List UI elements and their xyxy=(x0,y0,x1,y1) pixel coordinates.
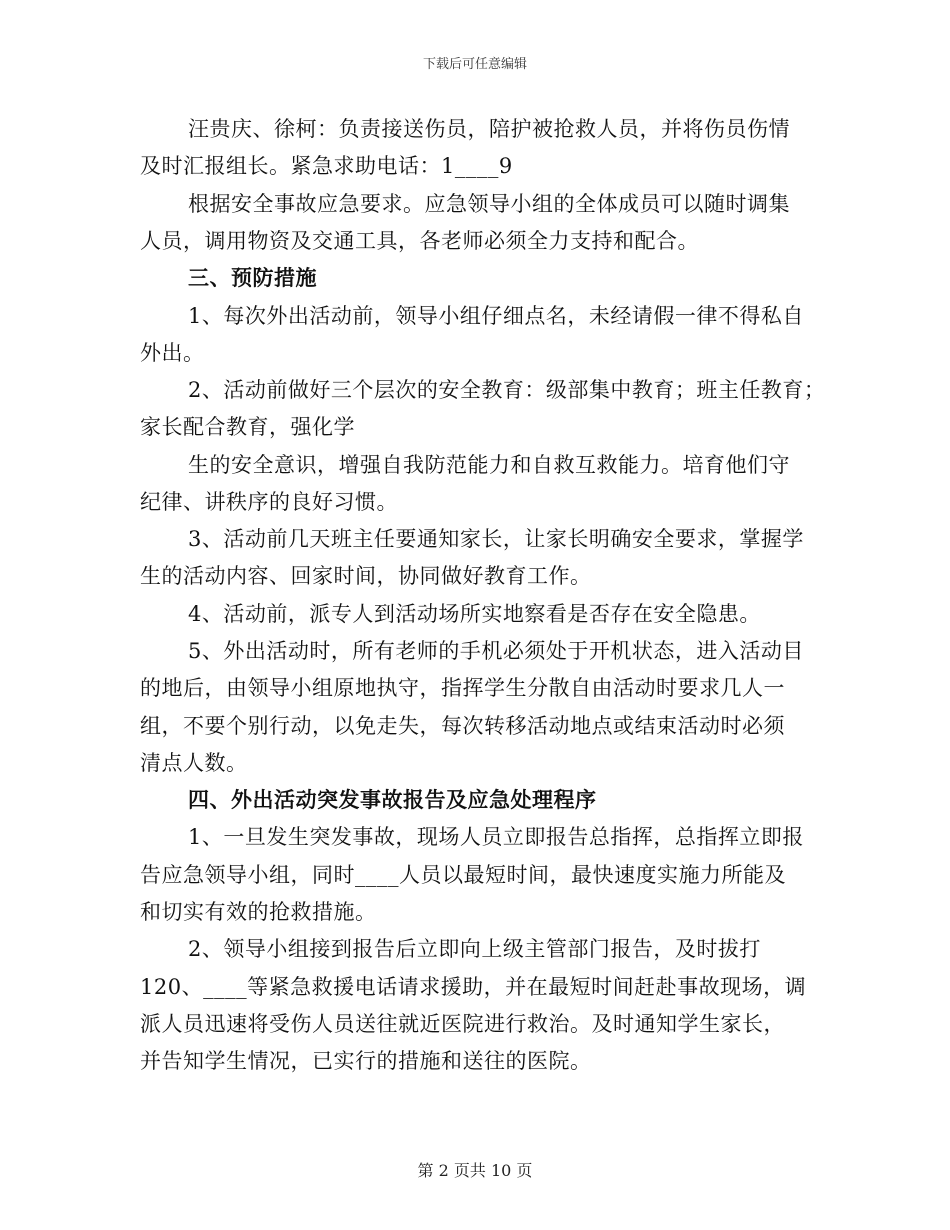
paragraph-line: 1、每次外出活动前，领导小组仔细点名，未经请假一律不得私自 xyxy=(188,304,804,328)
paragraph-line: 4、活动前，派专人到活动场所实地察看是否存在安全隐患。 xyxy=(188,602,761,626)
paragraph-line: 1、一旦发生突发事故，现场人员立即报告总指挥，总指挥立即报 xyxy=(188,825,804,849)
paragraph-line: 生的安全意识，增强自我防范能力和自救互救能力。培育他们守 xyxy=(188,453,790,477)
paragraph-line: 派人员迅速将受伤人员送往就近医院进行救治。及时通知学生家长， xyxy=(140,1012,785,1036)
paragraph-line: 纪律、讲秩序的良好习惯。 xyxy=(140,490,398,514)
paragraph-line: 外出。 xyxy=(140,341,205,365)
paragraph-line: 5、外出活动时，所有老师的手机必须处于开机状态，进入活动目 xyxy=(188,639,804,663)
paragraph-line: 和切实有效的抢救措施。 xyxy=(140,900,377,924)
paragraph-line: 人员，调用物资及交通工具，各老师必须全力支持和配合。 xyxy=(140,229,699,253)
paragraph-line: 及时汇报组长。紧急求助电话：1____9 xyxy=(140,154,513,178)
paragraph-line: 根据安全事故应急要求。应急领导小组的全体成员可以随时调集 xyxy=(188,192,790,216)
paragraph-line: 并告知学生情况，已实行的措施和送往的医院。 xyxy=(140,1049,592,1073)
page-footer: 第 2 页共 10 页 xyxy=(417,1161,533,1180)
paragraph-line: 2、活动前做好三个层次的安全教育：级部集中教育；班主任教育； xyxy=(188,378,826,402)
paragraph-line: 3、活动前几天班主任要通知家长，让家长明确安全要求，掌握学 xyxy=(188,527,804,551)
paragraph-line: 2、领导小组接到报告后立即向上级主管部门报告，及时拔打 xyxy=(188,937,761,961)
paragraph-line: 组，不要个别行动，以免走失，每次转移活动地点或结束活动时必须 xyxy=(140,714,785,738)
page-header: 下载后可任意编辑 xyxy=(422,57,527,72)
paragraph-line: 120、____等紧急救援电话请求援助，并在最短时间赶赴事故现场，调 xyxy=(140,975,807,999)
paragraph-line: 汪贵庆、徐柯：负责接送伤员，陪护被抢救人员，并将伤员伤情 xyxy=(188,117,790,141)
paragraph-line: 家长配合教育，强化学 xyxy=(140,415,355,439)
paragraph-line: 的地后，由领导小组原地执守，指挥学生分散自由活动时要求几人一 xyxy=(140,676,785,700)
paragraph-line: 告应急领导小组，同时____人员以最短时间，最快速度实施力所能及 xyxy=(140,863,786,887)
paragraph-line: 清点人数。 xyxy=(140,751,248,775)
section-heading: 三、预防措施 xyxy=(188,265,317,290)
section-heading: 四、外出活动突发事故报告及应急处理程序 xyxy=(188,787,597,812)
paragraph-line: 生的活动内容、回家时间，协同做好教育工作。 xyxy=(140,564,592,588)
